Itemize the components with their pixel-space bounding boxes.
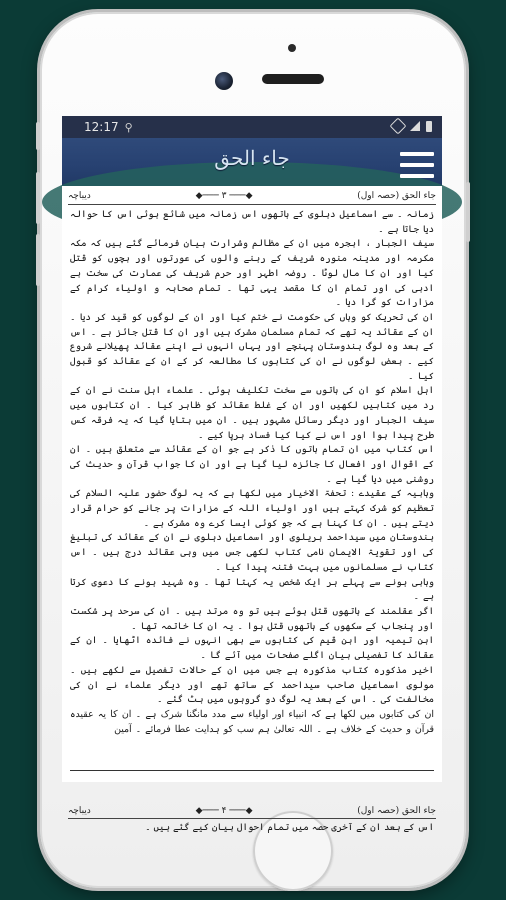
paragraph: اگر عقلمند کے ہاتھوں قتل ہوئے ہیں تو وہ مرتد ہیں ۔ ان کی سرحد پر شکست اور پنجاب کے سکھوں کے ہاتھوں قتل ہوا ۔ یہ ان کا خاتمہ تھا ۔ [70,605,434,632]
battery-icon [426,121,432,132]
page-header-left: دیباچہ [68,191,91,201]
proximity-sensor [288,44,296,52]
mute-icon [390,118,407,135]
paragraph: اخیر مذکورہ کتاب مذکورہ ہے جس میں ان کے حالات تفصیل سے لکھے ہیں ۔ مولوی اسماعیل صاحب سیداحمد کے ساتھ تھے اور دیگر علماء نے ان کی مخالفت کی ۔ اس کے بعد یہ لوگ دو گروہوں میں بٹ گئے ۔ [70,664,434,706]
paragraph: ان کی کتابوں میں لکھا ہے کہ انبیاء اور اولیاء سے مدد مانگنا شرک ہے ۔ ان کا یہ عقیدہ قرآن و حدیث کے خلاف ہے ۔ اللہ تعالیٰ ہم سب کو ہدایت عطا فرمائے ۔ آمین [70,708,434,735]
volume-up-button [36,172,40,224]
status-bar [62,116,442,138]
paragraph: سیف الجبار ، ابجرہ میں ان کے مظالم وشرارت بیان فرمائے گئے ہیں کہ مکہ مکرمہ اور مدینہ منورہ شریف کے رہنے والوں کی عورتوں اور بچوں کو قتل کیا اور ان کا مال لوٹا ۔ روضہ اطہر اور حرم شریف کی عمارت کی سخت بے ادبی کی اور تمام ان کا مقصد یہی تھا ۔ تمام صحابہ و اولیاء کرام کے مزارات کو گرا دیا ۔ [70,238,434,309]
front-camera [215,72,233,90]
next-page-header-right: جاء الحق (حصہ اول) [357,806,436,816]
mute-switch [36,122,40,150]
phone-screen [62,116,442,833]
page-header-rule [68,204,436,205]
paragraph: ابن تیمیہ اور ابن قیم کی کتابوں سے بھی انہوں نے فائدہ اٹھایا ۔ ان کے عقائد کا تفصیلی بیان اگلے صفحات میں آئے گا ۔ [70,635,434,662]
next-page-number: ۴ [221,806,227,816]
paragraph: زمانہ ۔ سے اسماعیل دہلوی کے ہاتھوں اس زمانہ میں شائع ہوئی اس کا حوالہ دیا جاتا ہے ۔ [70,209,434,235]
hamburger-menu-icon[interactable] [400,152,434,178]
earpiece-speaker [262,74,324,84]
next-page-header-number: ◆─── ۴ ───◆ [195,806,253,816]
page-number: ۳ [221,191,227,201]
page-header [68,188,436,204]
signal-icon [410,121,420,131]
wrench-icon: ⚲ [124,120,133,134]
power-button [466,182,470,242]
paragraph: ہندوستان میں سیداحمد بریلوی اور اسماعیل دہلوی نے ان کے عقائد کی تبلیغ کی اور تقویۃ الایمان نامی کتاب لکھی جس میں وہی عقائد درج ہیں ۔ اس کتاب نے مسلمانوں میں بہت فتنہ پیدا کیا ۔ [70,532,434,573]
paragraph: اہل اسلام کو ان کی باتوں سے سخت تکلیف ہوئی ۔ علماء اہل سنت نے ان کے رد میں کتابیں لکھیں اور ان کے غلط عقائد کو ظاہر کیا ۔ ان کتابوں میں سیف الجبار اور دیگر رسائل مشہور ہیں ۔ ان میں بتایا گیا کہ یہ فرقہ کس طرح پیدا ہوا اور اس نے کیا کیا فساد برپا کیے ۔ [70,385,434,441]
paragraph: اس کتاب میں ان تمام باتوں کا ذکر ہے جو ان کے عقائد سے متعلق ہیں ۔ ان کے اقوال اور افعال کا جائزہ لیا گیا ہے اور ان کا جواب قرآن و حدیث کی روشنی میں دیا گیا ہے ۔ [70,444,434,485]
status-time: 12:17 [84,120,119,134]
page-text [70,208,434,735]
page-header-number: ◆─── ۳ ───◆ [195,191,253,201]
paragraph: وہابی ہونے سے پہلے ہر ایک شخص یہ کہتا تھا ۔ وہ شہید ہونے کا دعوی کرتا ہے ۔ [70,576,434,603]
paragraph: وہابیہ کے عقیدے : تحفۃ الاخیار میں لکھا ہے کہ یہ لوگ حضور علیہ السلام کی تعظیم کو شرک کہتے ہیں اور اولیاء اللہ کے مزارات پر جانے کو حرام قرار دیتے ہیں ۔ ان کا کہنا ہے کہ جو کوئی ایسا کرے وہ مشرک ہے ۔ [70,488,434,529]
next-page-header-rule [68,818,436,819]
page-header-right: جاء الحق (حصہ اول) [357,191,436,201]
app-bar [62,138,442,186]
volume-down-button [36,234,40,286]
app-title: جاء الحق [214,146,290,170]
next-page-header [68,804,436,818]
next-page-header-left: دیباچہ [68,806,91,816]
next-page-text: اس کے بعد ان کے آخری حصہ میں تمام احوال بیان کیے گئے ہیں ۔ [145,822,434,833]
page-bottom-rule [70,770,434,771]
paragraph: ان کی تحریک کو وہاں کی حکومت نے ختم کیا اور ان کے لوگوں کو قید کر دیا ۔ ان کے عقائد یہ تھے کہ تمام مسلمان مشرک ہیں اور ان کا قتل جائز ہے ۔ اس کے بعد وہ لوگ ہندوستان پہنچے اور یہاں انہوں نے اپنے عقائد پھیلانے شروع کیے ۔ بعض لوگوں نے ان کی کتابوں کا مطالعہ کر کے ان کے عقائد کو قبول کیا ۔ [70,311,434,382]
book-page [62,186,442,833]
status-icons [392,120,432,132]
